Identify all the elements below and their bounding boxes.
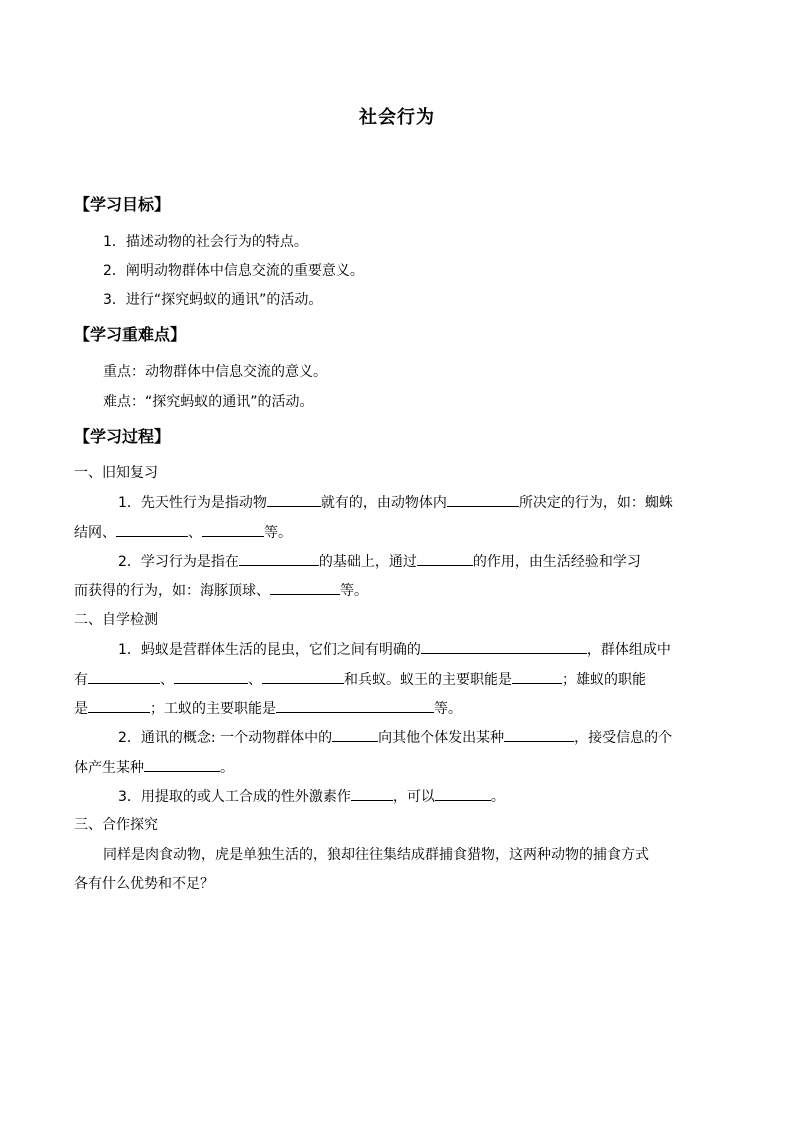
answer-blank[interactable] [174,669,248,684]
review-q1-line1: 1．先天性行为是指动物 就有的，由动物体内 所决定的行为，如：蜘蛛 [118,492,673,513]
section-cooperation-title: 三、合作探究 [74,817,158,833]
self-test-q1-line3: 是 ；工蚁的主要职能是 等。 [74,698,462,719]
cooperation-question-line2: 各有什么优势和不足？ [74,876,214,892]
section-self-test-title: 二、自学检测 [74,612,158,628]
review-q1-line2: 结网、 、 等。 [74,522,292,543]
answer-blank[interactable] [512,669,562,684]
answer-blank[interactable] [417,551,473,566]
review-q2-line1: 2．学习行为是指在 的基础上，通过 的作用，由生活经验和学习 [118,551,641,572]
answer-blank[interactable] [267,492,321,507]
answer-blank[interactable] [504,727,574,742]
goal-item: 3．进行“探究蚂蚁的通讯”的活动。 [103,292,323,308]
answer-blank[interactable] [270,580,340,595]
answer-blank[interactable] [332,727,378,742]
answer-blank[interactable] [88,698,150,713]
self-test-q1-line1: 1．蚂蚁是营群体生活的昆虫，它们之间有明确的 ，群体组成中 [118,639,671,660]
self-test-q1-line2: 有 、 、 和兵蚁。蚁王的主要职能是 ；雄蚁的职能 [74,669,646,690]
cooperation-question-line1: 同样是肉食动物，虎是单独生活的，狼却往往集结成群捕食猎物，这两种动物的捕食方式 [103,847,649,863]
answer-blank[interactable] [239,551,319,566]
answer-blank[interactable] [351,786,393,801]
answer-blank[interactable] [276,698,434,713]
review-q2-line2: 而获得的行为，如：海豚顶球、 等。 [74,580,368,601]
self-test-q3: 3．用提取的或人工合成的性外激素作 ，可以 。 [118,786,505,807]
answer-blank[interactable] [88,669,160,684]
difficulty-point: 难点：“探究蚂蚁的通讯”的活动。 [103,394,314,410]
focus-point: 重点：动物群体中信息交流的意义。 [103,364,327,380]
process-heading: 【学习过程】 [74,427,171,446]
goal-item: 2．阐明动物群体中信息交流的重要意义。 [103,263,364,279]
section-review-title: 一、旧知复习 [74,465,158,481]
answer-blank[interactable] [435,786,491,801]
self-test-q2-line1: 2．通讯的概念: 一个动物群体中的 向其他个体发出某种 ，接受信息的个 [118,727,672,748]
answer-blank[interactable] [447,492,519,507]
answer-blank[interactable] [202,522,264,537]
goal-item: 1．描述动物的社会行为的特点。 [103,234,308,250]
answer-blank[interactable] [421,639,587,654]
self-test-q2-line2: 体产生某种 。 [74,757,234,778]
page-title: 社会行为 [359,107,435,128]
goals-heading: 【学习目标】 [74,195,171,214]
key-points-heading: 【学习重难点】 [74,325,187,344]
answer-blank[interactable] [144,757,220,772]
answer-blank[interactable] [262,669,344,684]
answer-blank[interactable] [116,522,188,537]
